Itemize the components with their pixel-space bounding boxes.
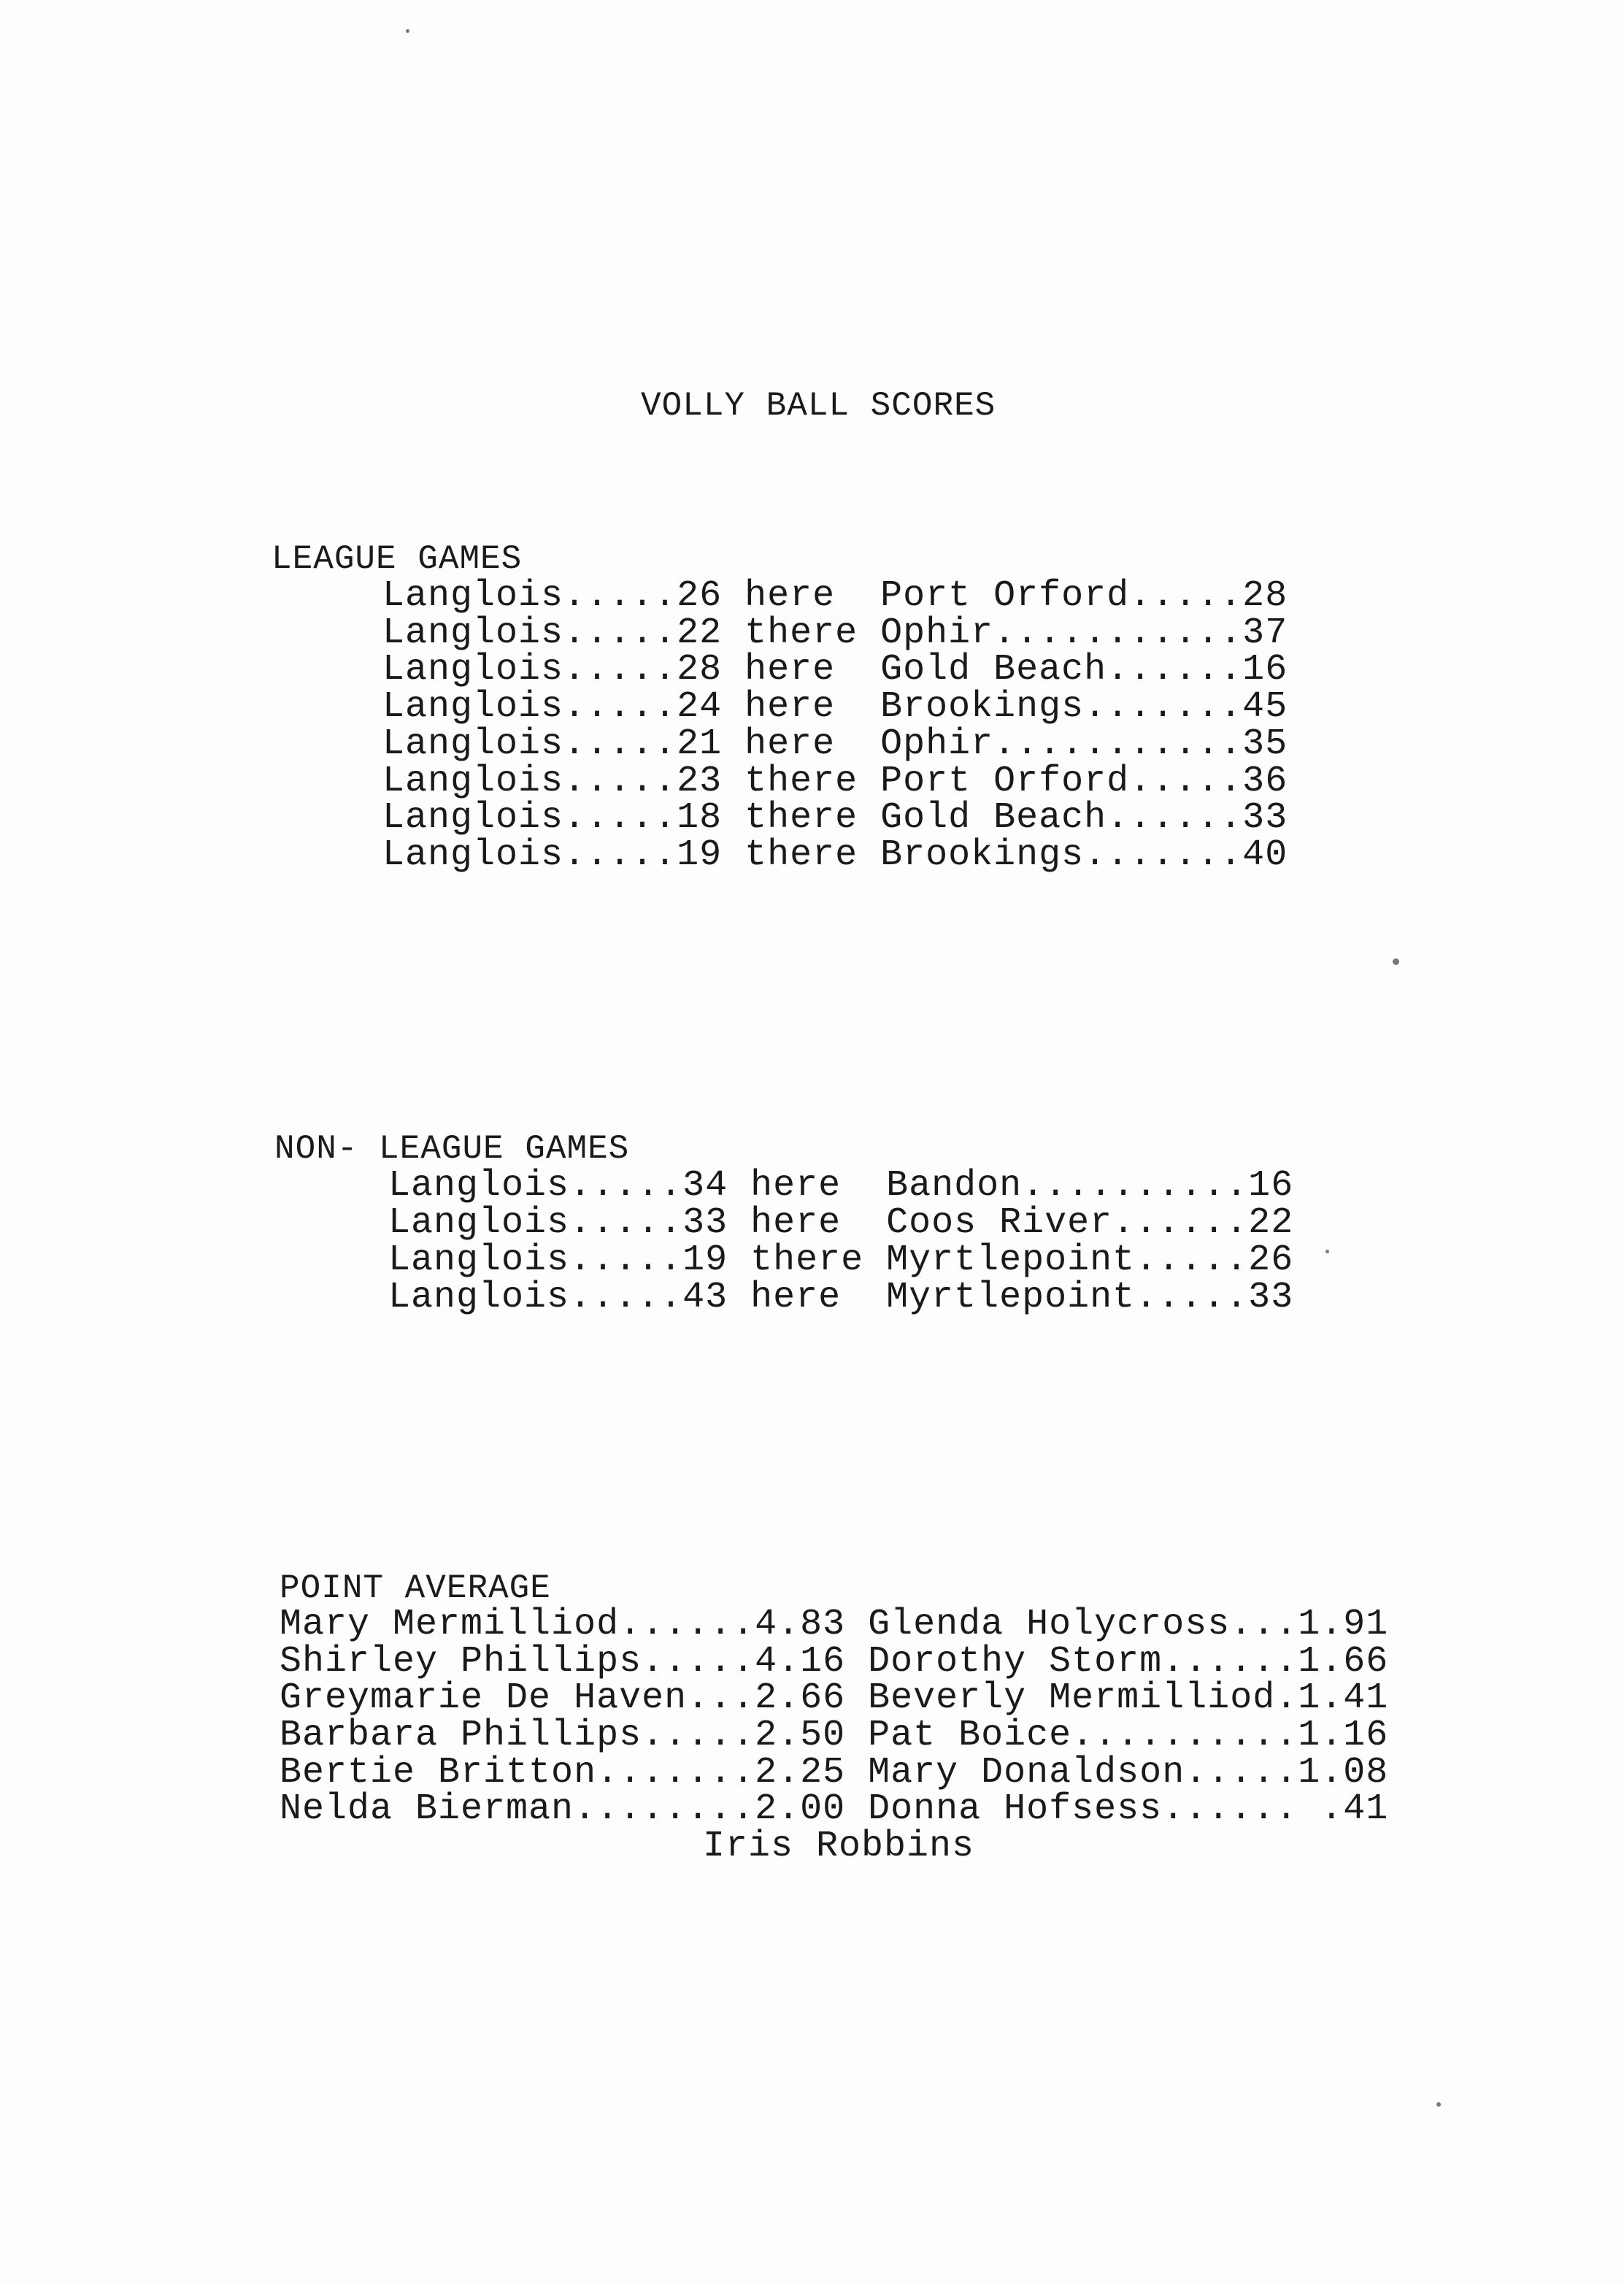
scan-speck (406, 29, 409, 33)
point-average-heading: POINT AVERAGE (280, 1569, 551, 1607)
scan-speck (1325, 1250, 1329, 1253)
point-average-row: Barbara Phillips.....2.50 Pat Boice..........1.16 (280, 1715, 1389, 1756)
point-average-row: Mary Mermilliod......4.83 Glenda Holycross...1.91 (280, 1604, 1389, 1645)
league-game-row: Langlois.....22 there Ophir...........37 (382, 612, 1288, 654)
non-league-game-row: Langlois.....34 here Bandon..........16 (388, 1165, 1294, 1207)
league-games-heading: LEAGUE GAMES (272, 540, 523, 578)
league-game-row: Langlois.....23 there Port Orford.....36 (382, 761, 1288, 802)
league-game-row: Langlois.....18 there Gold Beach......33 (382, 797, 1288, 839)
scan-speck (1436, 2102, 1441, 2107)
non-league-game-row: Langlois.....33 here Coos River......22 (388, 1202, 1294, 1244)
point-average-footer: Iris Robbins (703, 1826, 975, 1867)
scan-speck (1393, 958, 1399, 965)
league-game-row: Langlois.....24 here Brookings.......45 (382, 686, 1288, 728)
page-title: VOLLY BALL SCORES (641, 387, 996, 425)
non-league-game-row: Langlois.....43 here Myrtlepoint.....33 (388, 1277, 1294, 1318)
point-average-row: Nelda Bierman........2.00 Donna Hofsess...... .41 (280, 1788, 1389, 1830)
league-game-row: Langlois.....26 here Port Orford.....28 (382, 575, 1288, 617)
point-average-row: Shirley Phillips.....4.16 Dorothy Storm......1.66 (280, 1641, 1389, 1683)
non-league-game-row: Langlois.....19 there Myrtlepoint.....26 (388, 1239, 1294, 1281)
league-game-row: Langlois.....21 here Ophir...........35 (382, 723, 1288, 765)
point-average-row: Greymarie De Haven...2.66 Beverly Mermilliod.1.41 (280, 1677, 1389, 1719)
point-average-row: Bertie Britton.......2.25 Mary Donaldson.....1.08 (280, 1752, 1389, 1793)
non-league-games-heading: NON- LEAGUE GAMES (274, 1130, 630, 1168)
league-game-row: Langlois.....19 there Brookings.......40 (382, 834, 1288, 876)
league-game-row: Langlois.....28 here Gold Beach......16 (382, 649, 1288, 691)
